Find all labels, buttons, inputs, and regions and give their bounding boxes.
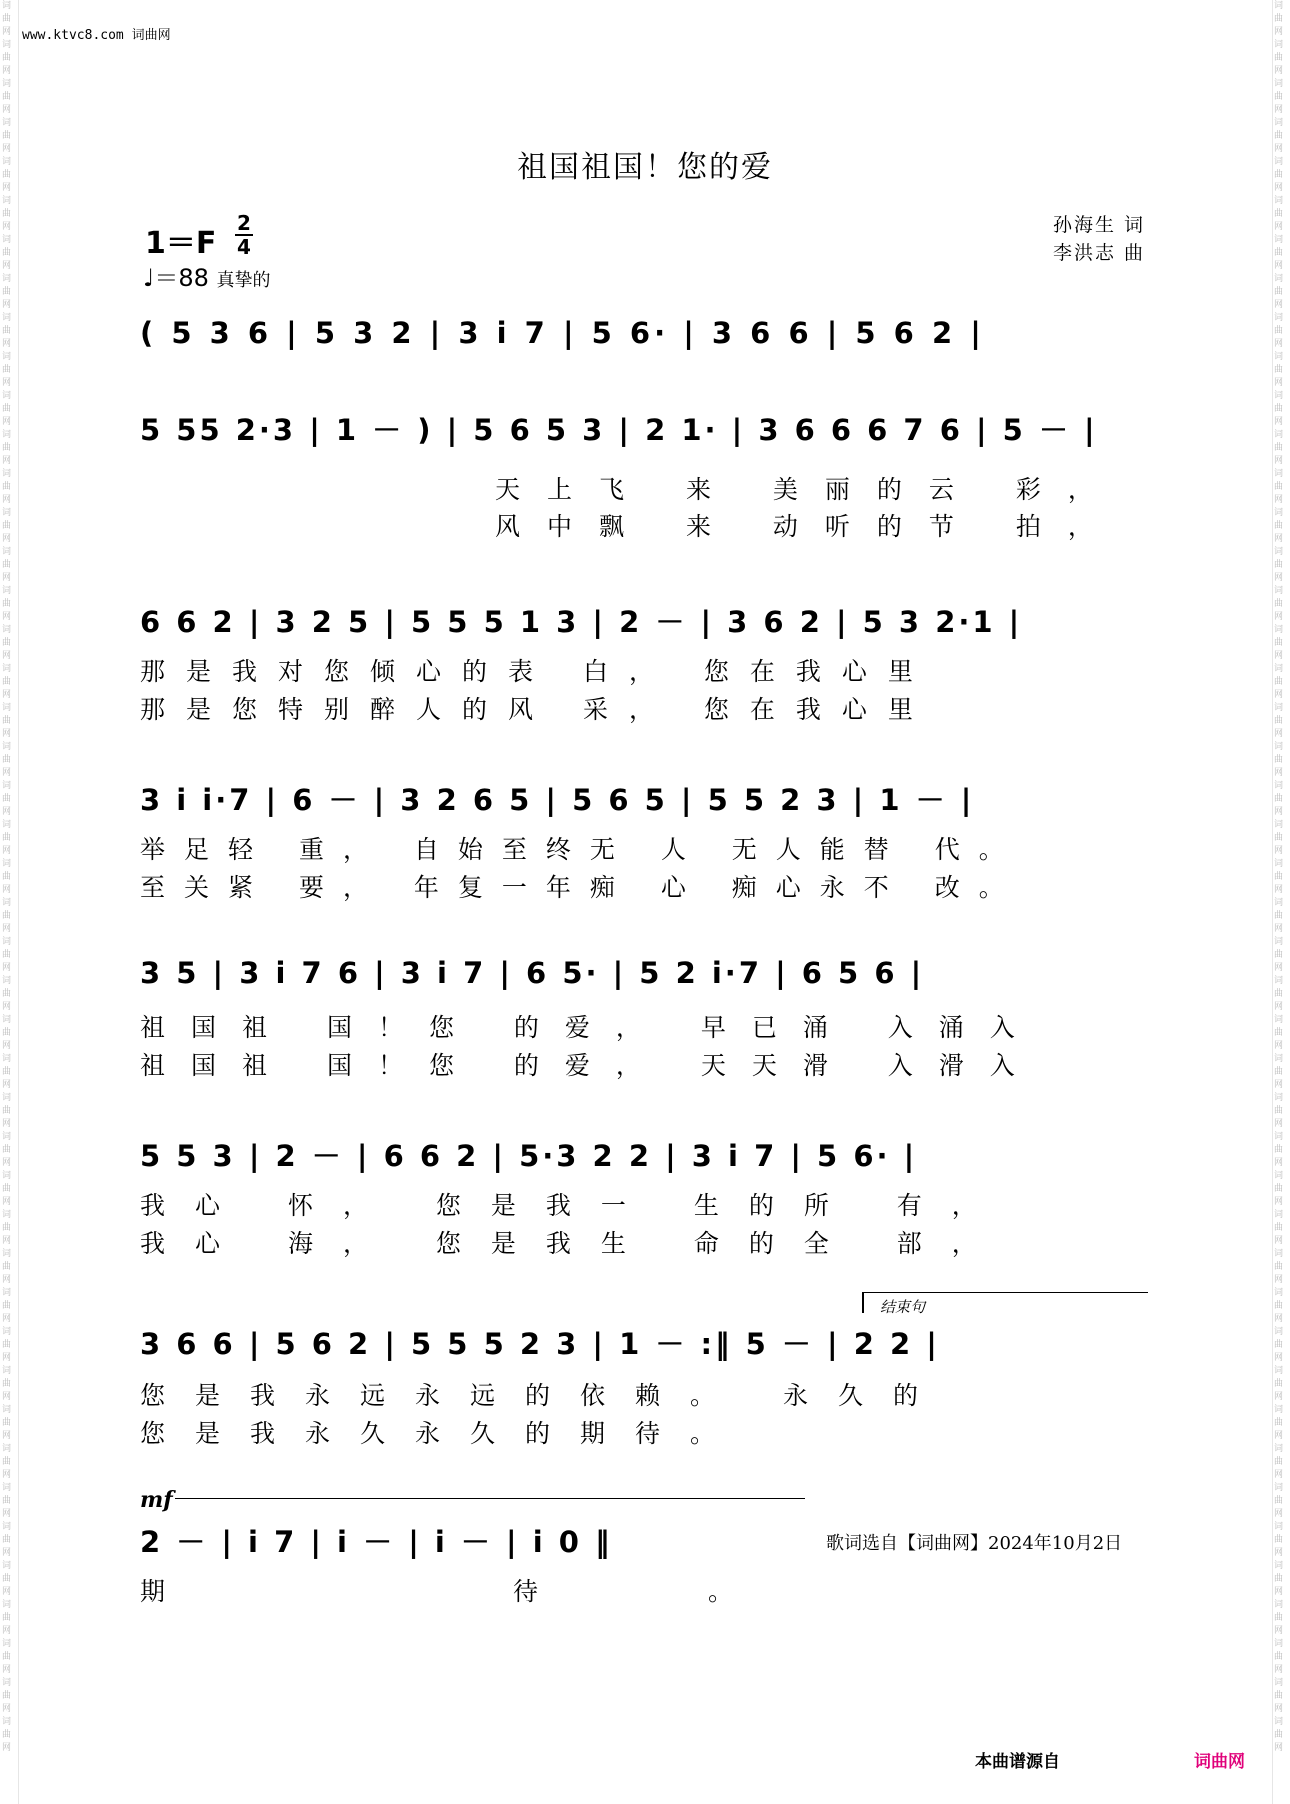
score-line-5: 3 5 | 3 i 7 6 | 3 i 7 | 6 5· | 5 2 i·7 | 6 5 6 |: [140, 956, 925, 990]
lyrics-4-verse-1: 举足轻 重， 自始至终无 人 无人能替 代。: [140, 835, 1023, 864]
time-sig-bottom: 4: [237, 235, 251, 259]
lyricist-credit: 孙海生 词: [1052, 214, 1145, 236]
left-watermark: 词曲网词曲网词曲网词曲网词曲网词曲网词曲网词曲网词曲网词曲网词曲网词曲网词曲网词曲网词曲网词曲网词曲网词曲网词曲网词曲网词曲网词曲网词曲网词曲网词曲网词曲网词曲网词曲网词曲网词曲网词曲网词曲网词曲网词曲网词曲网词曲网词曲网词曲网词曲网词曲网词曲网词曲网词曲网词曲网词曲网: [2, 1, 12, 1753]
source-note: 歌词选自【词曲网】2024年10月2日: [826, 1533, 1123, 1554]
score-line-8: 2 － | i 7 | i － | i － | i 0 ‖: [140, 1525, 613, 1559]
lyrics-3-verse-1: 那是我对您倾心的表 白， 您在我心里: [140, 657, 934, 686]
left-border: [18, 0, 19, 1804]
coda-label: 结束句: [880, 1298, 926, 1316]
footer-brand-link[interactable]: 词曲网: [1194, 1752, 1245, 1772]
score-line-4: 3 i i·7 | 6 － | 3 2 6 5 | 5 6 5 | 5 5 2 3 | 1 － |: [140, 783, 975, 817]
tempo-mood: 真挚的: [216, 270, 271, 291]
lyrics-5-verse-2: 祖国祖 国！您 的爱， 天天滑 入滑入: [140, 1051, 1041, 1080]
lyrics-6-verse-1: 我心 怀， 您是我一 生的所 有，: [140, 1191, 1007, 1220]
lyrics-7-verse-2: 您是我永久永久的期待。: [140, 1419, 746, 1448]
score-line-7: 3 6 6 | 5 6 2 | 5 5 5 2 3 | 1 － :‖ 5 － | 2 2 |: [140, 1327, 940, 1361]
score-line-1: ( 5 3 6 | 5 3 2 | 3 i 7 | 5 6· | 3 6 6 | 5 6 2 |: [140, 316, 985, 350]
right-watermark: 词曲网词曲网词曲网词曲网词曲网词曲网词曲网词曲网词曲网词曲网词曲网词曲网词曲网词曲网词曲网词曲网词曲网词曲网词曲网词曲网词曲网词曲网词曲网词曲网词曲网词曲网词曲网词曲网词曲网词曲网词曲网词曲网词曲网词曲网词曲网词曲网词曲网词曲网词曲网词曲网词曲网词曲网词曲网词曲网词曲网: [1274, 1, 1284, 1753]
score-line-3: 6 6 2 | 3 2 5 | 5 5 5 1 3 | 2 － | 3 6 2 | 5 3 2·1 |: [140, 605, 1023, 639]
lyrics-7-verse-1: 您是我永远永远的依赖。 永久的: [140, 1381, 948, 1410]
lyrics-8-verse-1: 期 待。: [140, 1577, 903, 1606]
lyrics-2-verse-1: 天上飞 来 美丽的云 彩，: [495, 475, 1120, 504]
site-url[interactable]: www.ktvc8.com 词曲网: [22, 28, 171, 43]
time-sig-top: 2: [237, 211, 251, 235]
lyrics-3-verse-2: 那是您特别醉人的风 采， 您在我心里: [140, 695, 934, 724]
slur-line: [175, 1498, 805, 1499]
lyrics-5-verse-1: 祖国祖 国！您 的爱， 早已涌 入涌入: [140, 1013, 1041, 1042]
lyrics-6-verse-2: 我心 海， 您是我生 命的全 部，: [140, 1229, 1007, 1258]
time-signature: [233, 212, 255, 258]
tempo-marking: [143, 258, 271, 293]
dynamic-marking: mf: [140, 1487, 173, 1513]
footer-label: 本曲谱源自: [975, 1752, 1060, 1772]
song-title: 祖国祖国！您的爱: [517, 150, 773, 185]
lyrics-2-verse-2: 风中飘 来 动听的节 拍，: [495, 512, 1120, 541]
composer-credit: 李洪志 曲: [1052, 242, 1145, 264]
tempo-value: ＝88: [154, 264, 209, 292]
key-signature: 1＝F: [145, 226, 217, 261]
lyrics-4-verse-2: 至关紧 要， 年复一年痴 心 痴心永不 改。: [140, 873, 1023, 902]
quarter-note-icon: ♩: [143, 264, 155, 292]
right-border: [1272, 0, 1273, 1804]
score-line-6: 5 5 3 | 2 － | 6 6 2 | 5·3 2 2 | 3 i 7 | 5 6· |: [140, 1139, 918, 1173]
score-line-2: 5 55 2·3 | 1 － ) | 5 6 5 3 | 2 1· | 3 6 6 6 7 6 | 5 － |: [140, 413, 1098, 447]
